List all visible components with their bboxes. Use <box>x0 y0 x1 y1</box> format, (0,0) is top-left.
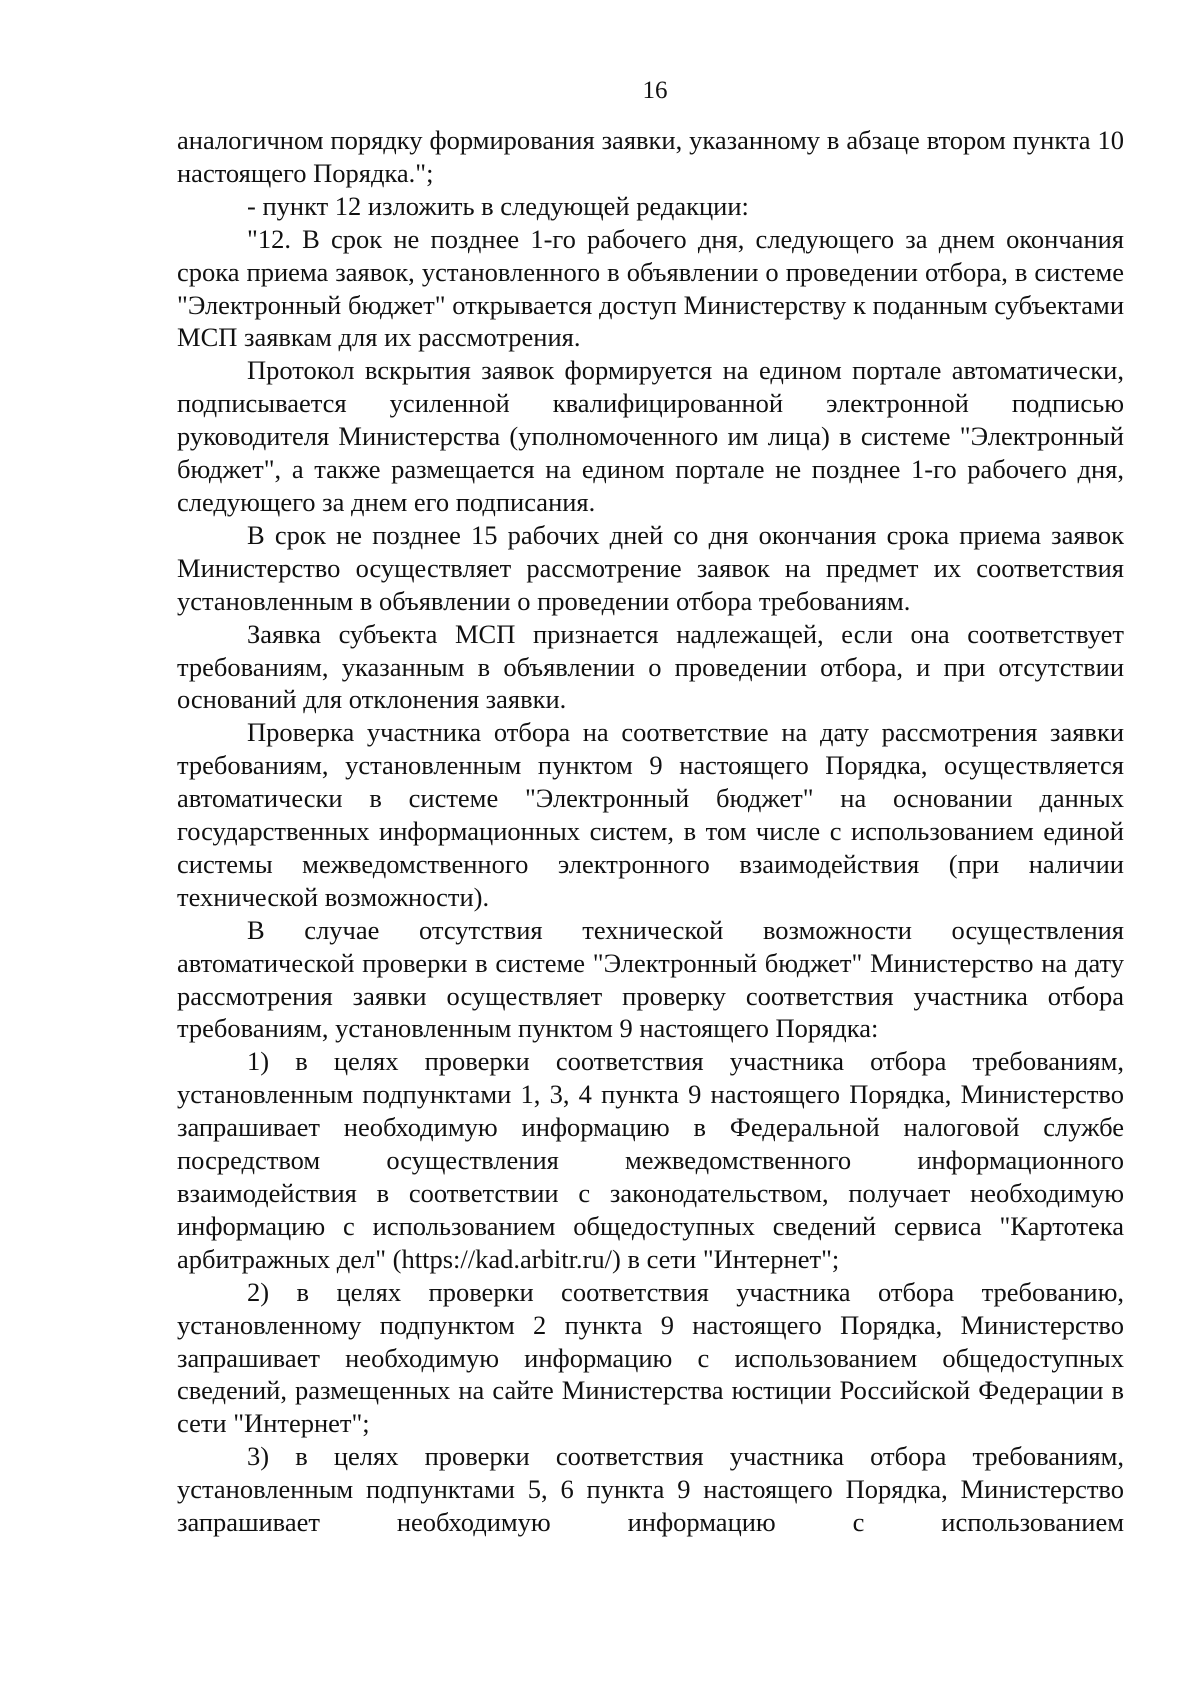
page-number: 16 <box>642 77 668 104</box>
paragraph-item-1: 1) в целях проверки соответствия участника отбора требованиям, установленным подпунктами 1, 3, 4 пункта 9 настоящего Порядка, Министерство запрашивает необходимую информацию в Федеральной налоговой службе посредством осуществления межведомственного информационного взаимодействия в соответствии с законодательством, получает необходимую информацию с использованием общедоступных сведений сервиса "Картотека арбитражных дел" (https://kad.arbitr.ru/) в сети "Интернет"; <box>177 1046 1124 1274</box>
paragraph-automatic-check: Проверка участника отбора на соответствие на дату рассмотрения заявки требованиям, установленным пунктом 9 настоящего Порядка, осуществляется автоматически в системе "Электронный бюджет" на основании данных государственных информационных систем, в том числе с использованием единой системы межведомственного электронного взаимодействия (при наличии технической возможности). <box>177 717 1124 912</box>
document-body <box>177 124 1124 1539</box>
paragraph-amendment-intro: - пункт 12 изложить в следующей редакции: <box>247 190 749 221</box>
paragraph-clause-12: "12. В срок не позднее 1-го рабочего дня, следующего за днем окончания срока приема заявок, установленного в объявлении о проведении отбора, в системе "Электронный бюджет" открывается доступ Министерству к поданным субъектами МСП заявкам для их рассмотрения. <box>177 223 1124 353</box>
paragraph-proper-application: Заявка субъекта МСП признается надлежащей, если она соответствует требованиям, указанным в объявлении о проведении отбора, и при отсутствии оснований для отклонения заявки. <box>177 618 1124 715</box>
paragraph-manual-check: В случае отсутствия технической возможности осуществления автоматической проверки в системе "Электронный бюджет" Министерство на дату рассмотрения заявки осуществляет проверку соответствия участника отбора требованиям, установленным пунктом 9 настоящего Порядка: <box>177 914 1124 1044</box>
paragraph-item-3: 3) в целях проверки соответствия участника отбора требованиям, установленным подпунктами 5, 6 пункта 9 настоящего Порядка, Министерство запрашивает необходимую информацию с использованием <box>177 1441 1124 1538</box>
paragraph-item-2: 2) в целях проверки соответствия участника отбора требованию, установленному подпунктом 2 пункта 9 настоящего Порядка, Министерство запрашивает необходимую информацию с использованием общедоступных сведений, размещенных на сайте Министерства юстиции Российской Федерации в сети "Интернет"; <box>177 1276 1124 1439</box>
paragraph-opening-protocol: Протокол вскрытия заявок формируется на едином портале автоматически, подписывается усиленной квалифицированной электронной подписью руководителя Министерства (уполномоченного им лица) в системе "Электронный бюджет", а также размещается на едином портале не позднее 1-го рабочего дня, следующего за днем его подписания. <box>177 355 1124 517</box>
paragraph-continuation: аналогичном порядку формирования заявки, указанному в абзаце втором пункта 10 настоящего Порядка."; <box>177 125 1124 188</box>
paragraph-review-deadline: В срок не позднее 15 рабочих дней со дня окончания срока приема заявок Министерство осуществляет рассмотрение заявок на предмет их соответствия установленным в объявлении о проведении отбора требованиям. <box>177 519 1124 616</box>
